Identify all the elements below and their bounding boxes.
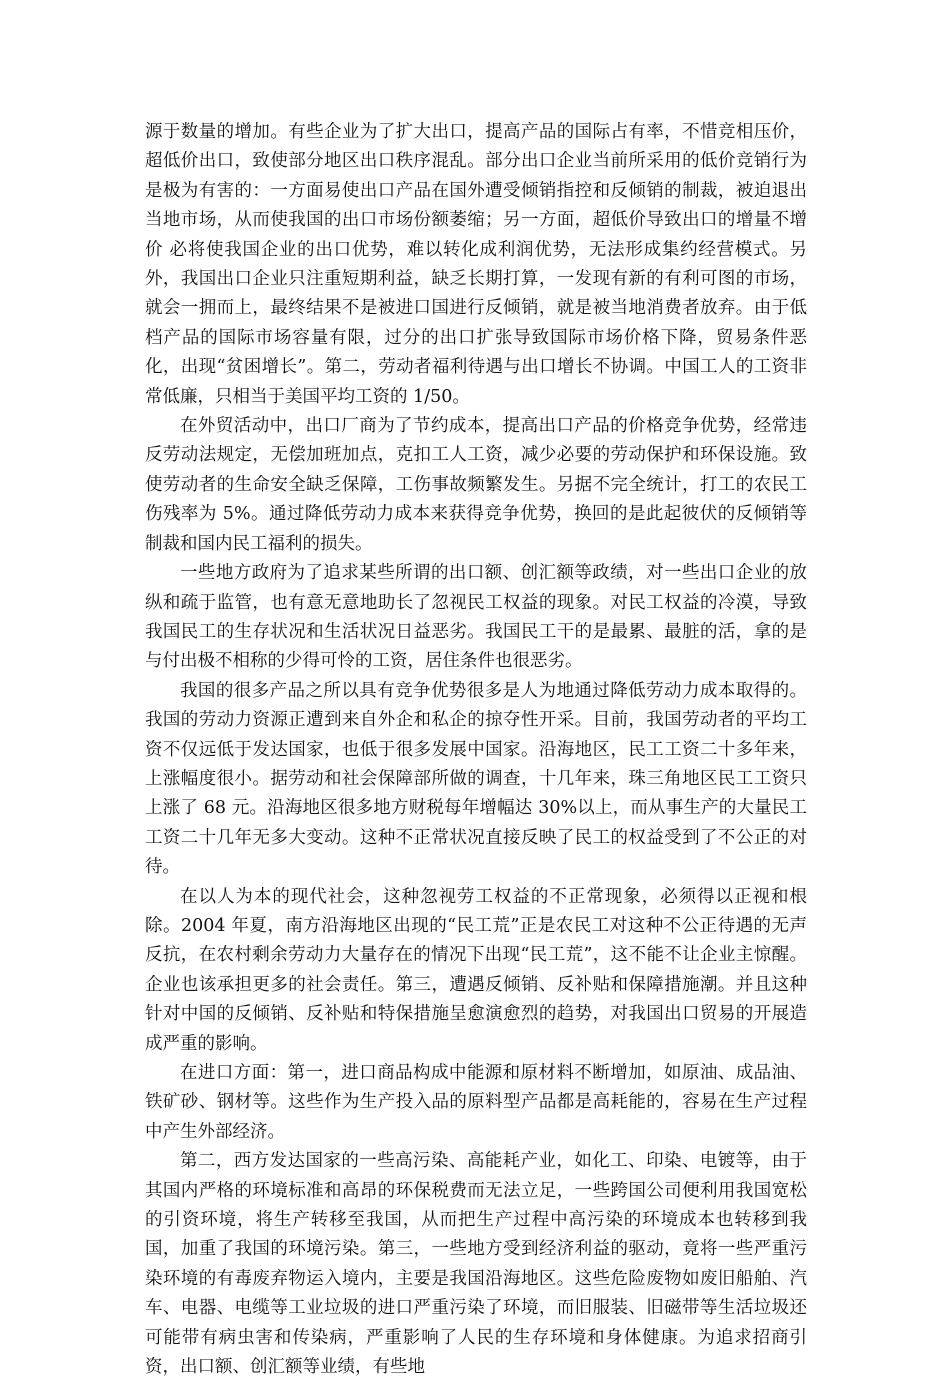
paragraph-2: 在外贸活动中，出口厂商为了节约成本，提高出口产品的价格竞争优势，经常违反劳动法规定，无偿加班加点，克扣工人工资，减少必要的劳动保护和环保设施。致使劳动者的生命安全缺乏保障，工伤事故频繁发生。另据不完全统计，打工的农民工伤残率为 5%。通过降低劳动力成本来获得竞争优势，换回的是此起彼伏的反倾销等制裁和国内民工福利的损失。 bbox=[145, 416, 807, 554]
paragraph-7: 第二，西方发达国家的一些高污染、高能耗产业，如化工、印染、电镀等，由于其国内严格的环境标准和高昂的环保税费而无法立足，一些跨国公司便利用我国宽松的引资环境，将生产转移至我国，从而把生产过程中高污染的环境成本也转移到我国，加重了我国的环境污染。第三，一些地方受到经济利益的驱动，竟将一些严重污染环境的有毒废弃物运入境内，主要是我国沿海地区。这些危险废物如废旧船舶、汽车、电器、电缆等工业垃圾的进口严重污染了环境，而旧服装、旧磁带等生活垃圾还可能带有病虫害和传染病，严重影响了人民的生存环境和身体健康。为追求招商引资，出口额、创汇额等业绩，有些地 bbox=[145, 1151, 807, 1378]
paragraph-1: 源于数量的增加。有些企业为了扩大出口，提高产品的国际占有率，不惜竞相压价，超低价出口，致使部分地区出口秩序混乱。部分出口企业当前所采用的低价竞销行为是极为有害的：一方面易使出口产品在国外遭受倾销指控和反倾销的制裁，被迫退出当地市场，从而使我国的出口市场份额萎缩；另一方面，超低价导致出口的增量不增价 必将使我国企业的出口优势，难以转化成利润优势，无法形成集约经营模式。另外，我国出口企业只注重短期利益，缺乏长期打算，一发现有新的有利可图的市场，就会一拥而上，最终结果不是被进口国进行反倾销，就是被当地消费者放弃。由于低档产品的国际市场容量有限，过分的出口扩张导致国际市场价格下降，贸易条件恶化，出现“贫困增长”。第二，劳动者福利待遇与出口增长不协调。中国工人的工资非常低廉，只相当于美国平均工资的 1/50。 bbox=[145, 122, 807, 407]
paragraph-6: 在进口方面：第一，进口商品构成中能源和原材料不断增加，如原油、成品油、铁矿砂、钢材等。这些作为生产投入品的原料型产品都是高耗能的，容易在生产过程中产生外部经济。 bbox=[145, 1063, 807, 1142]
paragraph-3: 一些地方政府为了追求某些所谓的出口额、创汇额等政绩，对一些出口企业的放纵和疏于监管，也有意无意地助长了忽视民工权益的现象。对民工权益的冷漠，导致我国民工的生存状况和生活状况日益恶劣。我国民工干的是最累、最脏的活，拿的是与付出极不相称的少得可怜的工资，居住条件也很恶劣。 bbox=[145, 563, 807, 672]
paragraph-5: 在以人为本的现代社会，这种忽视劳工权益的不正常现象，必须得以正视和根除。2004 年夏，南方沿海地区出现的“民工荒”正是农民工对这种不公正待遇的无声反抗，在农村剩余劳动力大量存在的情况下出现“民工荒”，这不能不让企业主惊醒。企业也该承担更多的社会责任。第三，遭遇反倾销、反补贴和保障措施潮。并且这种针对中国的反倾销、反补贴和特保措施呈愈演愈烈的趋势，对我国出口贸易的开展造成严重的影响。 bbox=[145, 886, 807, 1054]
paragraph-4: 我国的很多产品之所以具有竞争优势很多是人为地通过降低劳动力成本取得的。我国的劳动力资源正遭到来自外企和私企的掠夺性开采。目前，我国劳动者的平均工资不仅远低于发达国家，也低于很多发展中国家。沿海地区，民工工资二十多年来，上涨幅度很小。据劳动和社会保障部所做的调查，十几年来，珠三角地区民工工资只上涨了 68 元。沿海地区很多地方财税每年增幅达 30%以上，而从事生产的大量民工工资二十几年无多大变动。这种不正常状况直接反映了民工的权益受到了不公正的对待。 bbox=[145, 680, 807, 878]
document-body bbox=[145, 118, 807, 1382]
